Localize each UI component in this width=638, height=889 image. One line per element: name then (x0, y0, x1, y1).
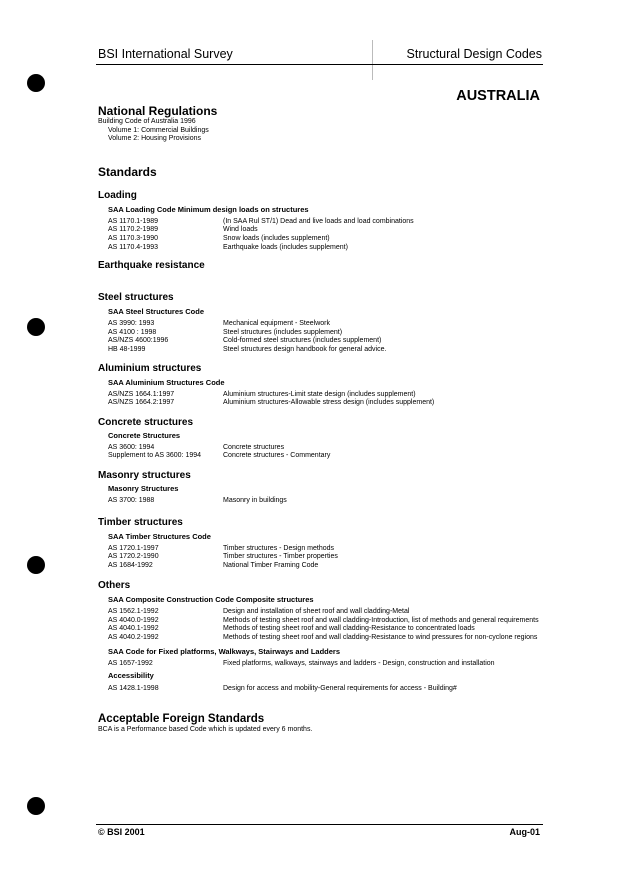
standard-row (108, 497, 543, 506)
section-title: Steel structures (98, 292, 174, 304)
standard-row (108, 346, 543, 355)
standard-code: AS 3700: 1988 (108, 496, 155, 504)
section-subtitle: Accessibility (108, 671, 154, 681)
standard-row (108, 553, 543, 562)
header-rule (96, 64, 543, 65)
foreign-text: BCA is a Performance based Code which is updated every 6 months. (98, 725, 313, 733)
punch-hole (27, 556, 45, 574)
section-title: Aluminium structures (98, 362, 202, 374)
footer-date: Aug-01 (509, 827, 540, 837)
standard-row (108, 320, 543, 329)
standard-desc: Steel structures design handbook for general advice. (223, 345, 387, 353)
standard-code: AS 1720.1-1997 (108, 544, 159, 552)
standard-row (108, 337, 543, 346)
footer-copyright: © BSI 2001 (98, 827, 145, 837)
punch-hole (27, 318, 45, 336)
standard-row (108, 444, 543, 453)
standard-code: AS 3600: 1994 (108, 443, 155, 451)
national-title: National Regulations (98, 104, 218, 118)
standard-desc: Timber structures - Timber properties (223, 553, 338, 561)
section-subtitle: SAA Loading Code Minimum design loads on structures (108, 204, 309, 214)
standard-code: AS 1170.4-1993 (108, 243, 159, 251)
section-title: Loading (98, 189, 137, 201)
standard-desc: Methods of testing sheet roof and wall cladding-Resistance to concentrated loads (223, 625, 475, 633)
section-subtitle: SAA Aluminium Structures Code (108, 377, 225, 387)
standard-row (108, 235, 543, 244)
standard-row (108, 399, 543, 408)
standard-code: AS 1428.1-1998 (108, 685, 159, 693)
standard-desc: Timber structures - Design methods (223, 544, 334, 552)
standard-row (108, 608, 543, 617)
section-title: Earthquake resistance (98, 260, 205, 272)
standard-desc: Fixed platforms, walkways, stairways and ladders - Design, construction and installation (223, 659, 495, 667)
standard-row (108, 625, 543, 634)
section-title: Concrete structures (98, 416, 194, 428)
standard-desc: Mechanical equipment - Steelwork (223, 320, 330, 328)
standard-row (108, 218, 543, 227)
standard-code: AS/NZS 4600:1996 (108, 337, 169, 345)
standard-code: AS 4040.0-1992 (108, 616, 159, 624)
standard-code: AS 1170.1-1989 (108, 217, 159, 225)
punch-hole (27, 74, 45, 92)
standard-row (108, 685, 543, 694)
standard-row (108, 226, 543, 235)
standard-desc: (In SAA Rul ST/1) Dead and live loads and load combinations (223, 217, 414, 225)
standard-desc: Steel structures (includes supplement) (223, 328, 343, 336)
standard-code: AS 1170.3-1990 (108, 234, 159, 242)
section-subtitle: SAA Composite Construction Code Composite structures (108, 595, 314, 605)
standard-row (108, 545, 543, 554)
standards-title: Standards (98, 164, 157, 179)
country-title: AUSTRALIA (456, 88, 540, 104)
standard-code: HB 48-1999 (108, 345, 146, 353)
footer-rule (96, 824, 543, 825)
standard-row (108, 452, 543, 461)
header-right: Structural Design Codes (406, 47, 542, 61)
standard-row (108, 617, 543, 626)
standard-code: AS 4100 : 1998 (108, 328, 157, 336)
section-title: Masonry structures (98, 469, 191, 481)
standard-desc: Aluminium structures-Limit state design (includes supplement) (223, 390, 416, 398)
standard-code: AS 1684-1992 (108, 561, 153, 569)
standard-desc: Methods of testing sheet roof and wall cladding-Resistance to wind pressures for non-cyclone regions (223, 634, 538, 642)
standard-row (108, 660, 543, 669)
foreign-title: Acceptable Foreign Standards (98, 712, 265, 725)
punch-hole (27, 797, 45, 815)
header-left: BSI International Survey (98, 47, 233, 61)
standard-code: AS 1720.2-1990 (108, 553, 159, 561)
standard-desc: Earthquake loads (includes supplement) (223, 243, 348, 251)
section-subtitle: Concrete Structures (108, 430, 181, 440)
standard-code: AS/NZS 1664.2:1997 (108, 399, 175, 407)
standard-desc: National Timber Framing Code (223, 561, 319, 569)
section-subtitle: SAA Code for Fixed platforms, Walkways, Stairways and Ladders (108, 646, 341, 656)
standard-desc: Snow loads (includes supplement) (223, 234, 330, 242)
section-subtitle: Masonry Structures (108, 483, 179, 493)
standard-code: AS 1562.1-1992 (108, 608, 159, 616)
section-subtitle: SAA Timber Structures Code (108, 531, 211, 541)
section-subtitle: SAA Steel Structures Code (108, 307, 204, 317)
standard-row (108, 329, 543, 338)
standard-code: AS/NZS 1664.1:1997 (108, 390, 175, 398)
standard-row (108, 562, 543, 571)
standard-desc: Design for access and mobility-General requirements for access - Building# (223, 685, 457, 693)
standard-desc: Design and installation of sheet roof and wall cladding-Metal (223, 608, 410, 616)
standard-row (108, 244, 543, 253)
standard-row (108, 391, 543, 400)
standard-desc: Aluminium structures-Allowable stress design (includes supplement) (223, 399, 435, 407)
national-line: Building Code of Australia 1996 (98, 118, 196, 125)
standard-desc: Masonry in buildings (223, 496, 287, 504)
standard-desc: Methods of testing sheet roof and wall cladding-Introduction, list of methods and general requirements (223, 616, 539, 624)
standard-desc: Wind loads (223, 226, 258, 234)
standard-code: AS 4040.1-1992 (108, 625, 159, 633)
standard-code: AS 1170.2-1989 (108, 226, 159, 234)
section-title: Others (98, 580, 131, 592)
standard-desc: Cold-formed steel structures (includes supplement) (223, 337, 382, 345)
document-body (98, 104, 543, 734)
scan-artifact (372, 40, 373, 80)
standard-desc: Concrete structures - Commentary (223, 452, 331, 460)
section-title: Timber structures (98, 516, 183, 528)
national-line: Volume 1: Commercial Buildings (108, 126, 209, 134)
standard-code: Supplement to AS 3600: 1994 (108, 452, 202, 460)
standard-code: AS 1657-1992 (108, 659, 153, 667)
standard-desc: Concrete structures (223, 443, 285, 451)
national-line: Volume 2: Housing Provisions (108, 135, 201, 143)
standard-row (108, 634, 543, 643)
standard-code: AS 3990: 1993 (108, 320, 155, 328)
standard-code: AS 4040.2-1992 (108, 634, 159, 642)
